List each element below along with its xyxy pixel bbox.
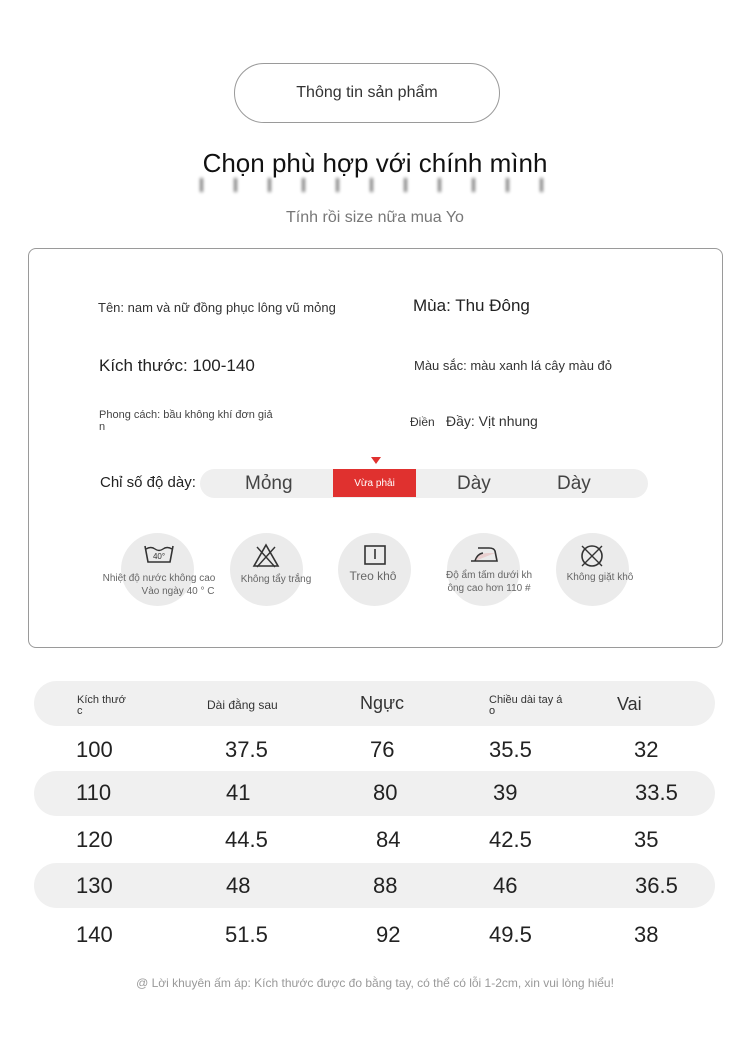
care-iron-line1: Độ ẩm tấm dưới kh xyxy=(445,570,533,581)
table-cell: 51.5 xyxy=(225,922,268,947)
table-cell: 100 xyxy=(76,737,113,762)
product-size-range: Kích thước: 100-140 xyxy=(99,356,255,375)
measurement-footnote: @ Lời khuyên ấm áp: Kích thước được đo bằng tay, có thể có lỗi 1-2cm, xin vui lòng hiểu! xyxy=(136,976,614,990)
care-no-dry-clean xyxy=(556,533,629,606)
product-style xyxy=(99,409,273,433)
iron-icon xyxy=(469,543,499,565)
table-cell: 88 xyxy=(373,873,398,898)
table-cell: 39 xyxy=(493,780,518,805)
product-fill-prefix: Điền xyxy=(410,415,435,429)
table-cell: 92 xyxy=(376,922,401,947)
product-fill: Đầy: Vịt nhung xyxy=(446,413,538,429)
thickness-option-thin: Mỏng xyxy=(245,473,293,494)
product-info-pill[interactable]: Thông tin sản phẩm xyxy=(234,63,500,123)
table-header-sleeve-line2: o xyxy=(489,705,496,717)
table-cell: 35.5 xyxy=(489,737,532,762)
table-cell: 80 xyxy=(373,780,398,805)
page-subline: Tính rồi size nữa mua Yo xyxy=(286,209,464,226)
table-cell: 36.5 xyxy=(635,873,678,898)
table-cell: 35 xyxy=(634,827,659,852)
table-cell: 48 xyxy=(226,873,251,898)
table-cell: 38 xyxy=(634,922,659,947)
table-header-chest: Ngực xyxy=(360,693,405,713)
wash-40-icon xyxy=(143,543,175,565)
care-iron-line2: ông cao hơn 110 # xyxy=(447,583,531,594)
table-header-sleeve-line1: Chiều dài tay á xyxy=(489,694,563,706)
care-no-bleach-label: Không tẩy trắng xyxy=(240,574,312,585)
product-name: Tên: nam và nữ đồng phục lông vũ mỏng xyxy=(98,300,336,315)
product-style-line2: n xyxy=(99,421,106,433)
table-cell: 84 xyxy=(376,827,401,852)
care-no-dry-clean-label: Không giặt khô xyxy=(566,572,634,583)
table-cell: 130 xyxy=(76,873,113,898)
thickness-option-thick-2: Dày xyxy=(557,473,591,494)
thickness-option-medium: Vừa phải xyxy=(333,469,416,497)
table-cell: 120 xyxy=(76,827,113,852)
table-cell: 76 xyxy=(370,737,395,762)
page-headline: Chọn phù hợp với chính mình xyxy=(202,148,548,178)
product-color: Màu sắc: màu xanh lá cây màu đỏ xyxy=(414,358,612,373)
product-style-line1: Phong cách: bầu không khí đơn giả xyxy=(99,409,273,421)
no-bleach-icon xyxy=(252,543,280,569)
table-cell: 41 xyxy=(226,780,251,805)
care-wash-40-label xyxy=(84,572,234,598)
care-no-bleach xyxy=(230,533,303,606)
headline-shadow-decoration xyxy=(200,178,550,192)
table-cell: 42.5 xyxy=(489,827,532,852)
table-header-size-line2: c xyxy=(77,705,83,717)
table-cell: 110 xyxy=(76,780,112,805)
svg-text:40°: 40° xyxy=(152,552,166,561)
table-cell: 44.5 xyxy=(225,827,268,852)
table-cell: 140 xyxy=(76,922,113,947)
table-header-back-length: Dài đằng sau xyxy=(207,698,278,712)
care-wash-40-line2: Vào ngày 40 ° C xyxy=(141,586,215,597)
table-cell: 33.5 xyxy=(635,780,678,805)
thickness-label: Chỉ số độ dày: xyxy=(100,474,196,491)
table-cell: 37.5 xyxy=(225,737,268,762)
care-wash-40-line1: Nhiệt độ nước không cao xyxy=(102,573,216,584)
product-season: Mùa: Thu Đông xyxy=(413,296,530,315)
table-cell: 32 xyxy=(634,737,659,762)
care-iron-label xyxy=(434,569,544,595)
thickness-option-thick: Dày xyxy=(457,473,491,494)
table-header-sleeve xyxy=(489,695,562,717)
thickness-indicator-arrow xyxy=(371,457,381,464)
table-header-size-line1: Kích thướ xyxy=(77,694,126,706)
no-dry-clean-icon xyxy=(578,542,606,570)
table-cell: 46 xyxy=(493,873,518,898)
hang-dry-icon xyxy=(362,543,388,567)
table-header-shoulder: Vai xyxy=(617,694,642,714)
care-hang-dry-label: Treo khô xyxy=(349,569,397,583)
table-header-size xyxy=(77,695,126,717)
table-cell: 49.5 xyxy=(489,922,532,947)
